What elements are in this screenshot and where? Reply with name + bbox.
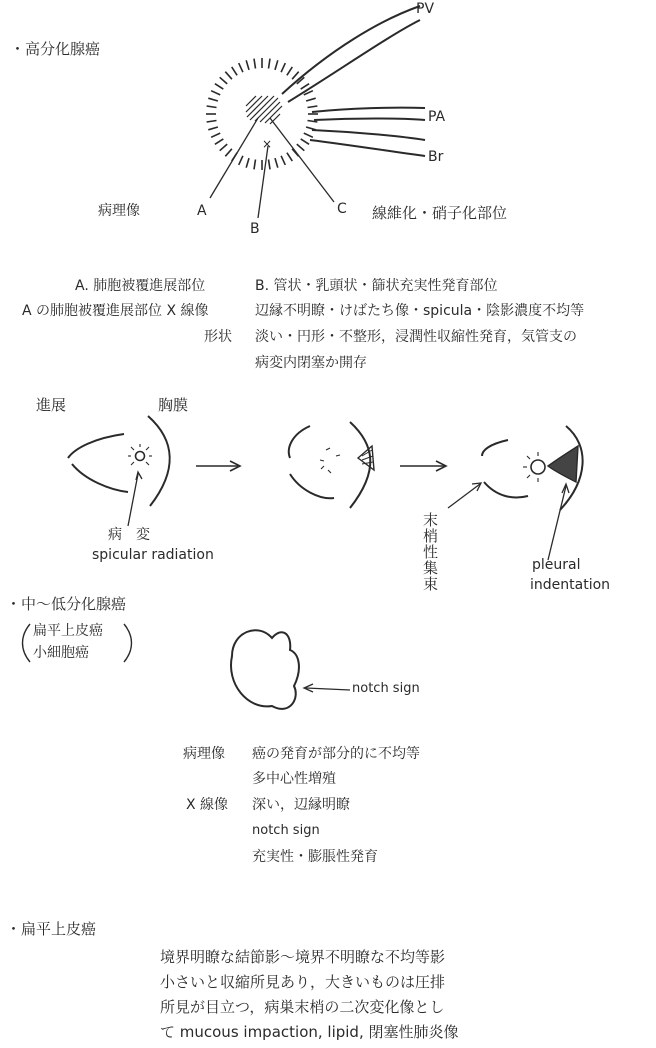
radiating-tick — [220, 144, 228, 151]
label-pathology-image: 病理像 — [98, 203, 140, 219]
label-spicular-radiation: spicular radiation — [92, 547, 214, 563]
label-indentation: indentation — [530, 577, 611, 593]
label-pa: PA — [428, 109, 446, 125]
row1-value: B. 管状・乳頭状・篩状充実性発育部位 — [255, 278, 498, 294]
row3-value-line2: 病変内閉塞か開存 — [255, 355, 367, 371]
section-3-line-3: 所見が目立つ，病巣末梢の二次変化像とし — [160, 998, 445, 1016]
label-b: B — [250, 221, 260, 237]
pathology-key: 病理像 — [183, 746, 225, 762]
radiating-tick — [225, 149, 232, 157]
radiating-tick — [215, 84, 223, 89]
label-progression: 進展 — [36, 396, 67, 414]
row2-value: 辺縁不明瞭・けばたち像・spicula・陰影濃度不均等 — [255, 303, 585, 319]
label-br: Br — [428, 149, 444, 165]
section-3-line-2: 小さいと収縮所見あり，大きいものは圧排 — [160, 973, 446, 991]
label-lesion: 病 変 — [108, 527, 150, 543]
radiating-tick — [281, 63, 285, 72]
br-vessel-2 — [310, 140, 425, 156]
notch-sign-label: notch sign — [352, 681, 420, 696]
radiating-tick — [208, 98, 218, 101]
pathology-value-1: 癌の発育が部分的に不均等 — [252, 746, 420, 762]
radiating-tick — [269, 160, 271, 170]
notch-shape — [231, 630, 350, 709]
radiating-tick — [239, 156, 243, 165]
radiating-tick — [232, 67, 237, 75]
pv-vessel — [282, 6, 420, 94]
row2-key: A の肺胞被覆進展部位 X 線像 — [22, 303, 209, 319]
label-pv: PV — [416, 1, 435, 17]
label-a: A — [197, 203, 207, 219]
radiating-tick — [239, 63, 243, 72]
progression-stage-1 — [68, 416, 170, 526]
radiating-tick — [207, 106, 217, 108]
radiating-tick — [297, 144, 305, 151]
radiating-tick — [275, 60, 278, 70]
radiating-tick — [208, 127, 218, 130]
pa-vessel-2 — [314, 119, 425, 121]
row1-key: A. 肺胞被覆進展部位 — [75, 278, 206, 294]
radiating-tick — [246, 158, 249, 168]
progression-stage-2 — [289, 422, 374, 508]
radiating-tick — [215, 139, 223, 144]
sub-small-cell: 小細胞癌 — [33, 645, 89, 661]
radiating-tick — [306, 98, 316, 101]
sub-squamous: 扁平上皮癌 — [33, 623, 103, 639]
radiating-tick — [254, 160, 256, 170]
radiating-tick — [281, 156, 285, 165]
section-1-heading: ・高分化腺癌 — [10, 40, 101, 58]
radiating-tick — [304, 133, 313, 137]
label-fibrosis: 線維化・硝子化部位 — [372, 204, 508, 222]
label-pleura: 胸膜 — [158, 396, 189, 414]
radiating-tick — [207, 121, 217, 123]
label-pleural: pleural — [532, 557, 581, 573]
xray-value-3: 充実性・膨脹性発育 — [252, 849, 378, 865]
radiating-tick — [301, 139, 309, 144]
pv-vessel-2 — [288, 20, 420, 102]
radiating-tick — [220, 77, 228, 84]
xray-value-2: notch sign — [252, 823, 320, 838]
radiating-tick — [211, 133, 220, 137]
pointer-b — [258, 146, 268, 218]
xray-key: X 線像 — [186, 797, 229, 813]
section-3-line-4: て mucous impaction, lipid, 閉塞性肺炎像 — [160, 1023, 459, 1041]
section-2-heading: ・中～低分化腺癌 — [6, 595, 127, 613]
pointer-a — [210, 118, 258, 198]
radiating-tick — [211, 91, 220, 95]
label-peripheral-convergence: 末梢性集束 — [421, 512, 439, 592]
radiating-tick — [308, 106, 318, 108]
xray-value-1: 深い，辺縁明瞭 — [252, 797, 350, 813]
progression-stage-3 — [448, 426, 583, 560]
radiating-tick — [275, 158, 278, 168]
radiating-tick — [246, 60, 249, 70]
row3-key: 形状 — [204, 329, 232, 345]
radiating-tick — [287, 153, 292, 161]
radiating-tick — [225, 72, 232, 80]
hatched-core — [246, 96, 282, 124]
pathology-value-2: 多中心性増殖 — [252, 771, 336, 787]
radiating-tick — [292, 72, 299, 80]
row3-value-line1: 淡い・円形・不整形，浸潤性収縮性発育，気管支の — [255, 329, 577, 345]
progression-arrow-1 — [196, 461, 240, 471]
radiating-tick — [269, 59, 271, 69]
section-3-heading: ・扁平上皮癌 — [6, 920, 97, 938]
br-vessel — [312, 130, 425, 140]
x-mark: × — [262, 137, 273, 151]
label-c: C — [337, 201, 347, 217]
radiating-tick — [287, 67, 292, 75]
pa-vessel — [312, 108, 425, 112]
radiating-tick — [301, 84, 309, 89]
section-3-line-1: 境界明瞭な結節影～境界不明瞭な不均等影 — [160, 948, 446, 966]
radiating-tick — [254, 59, 256, 69]
lesion-diagram — [206, 6, 425, 218]
progression-arrow-2 — [400, 461, 446, 471]
